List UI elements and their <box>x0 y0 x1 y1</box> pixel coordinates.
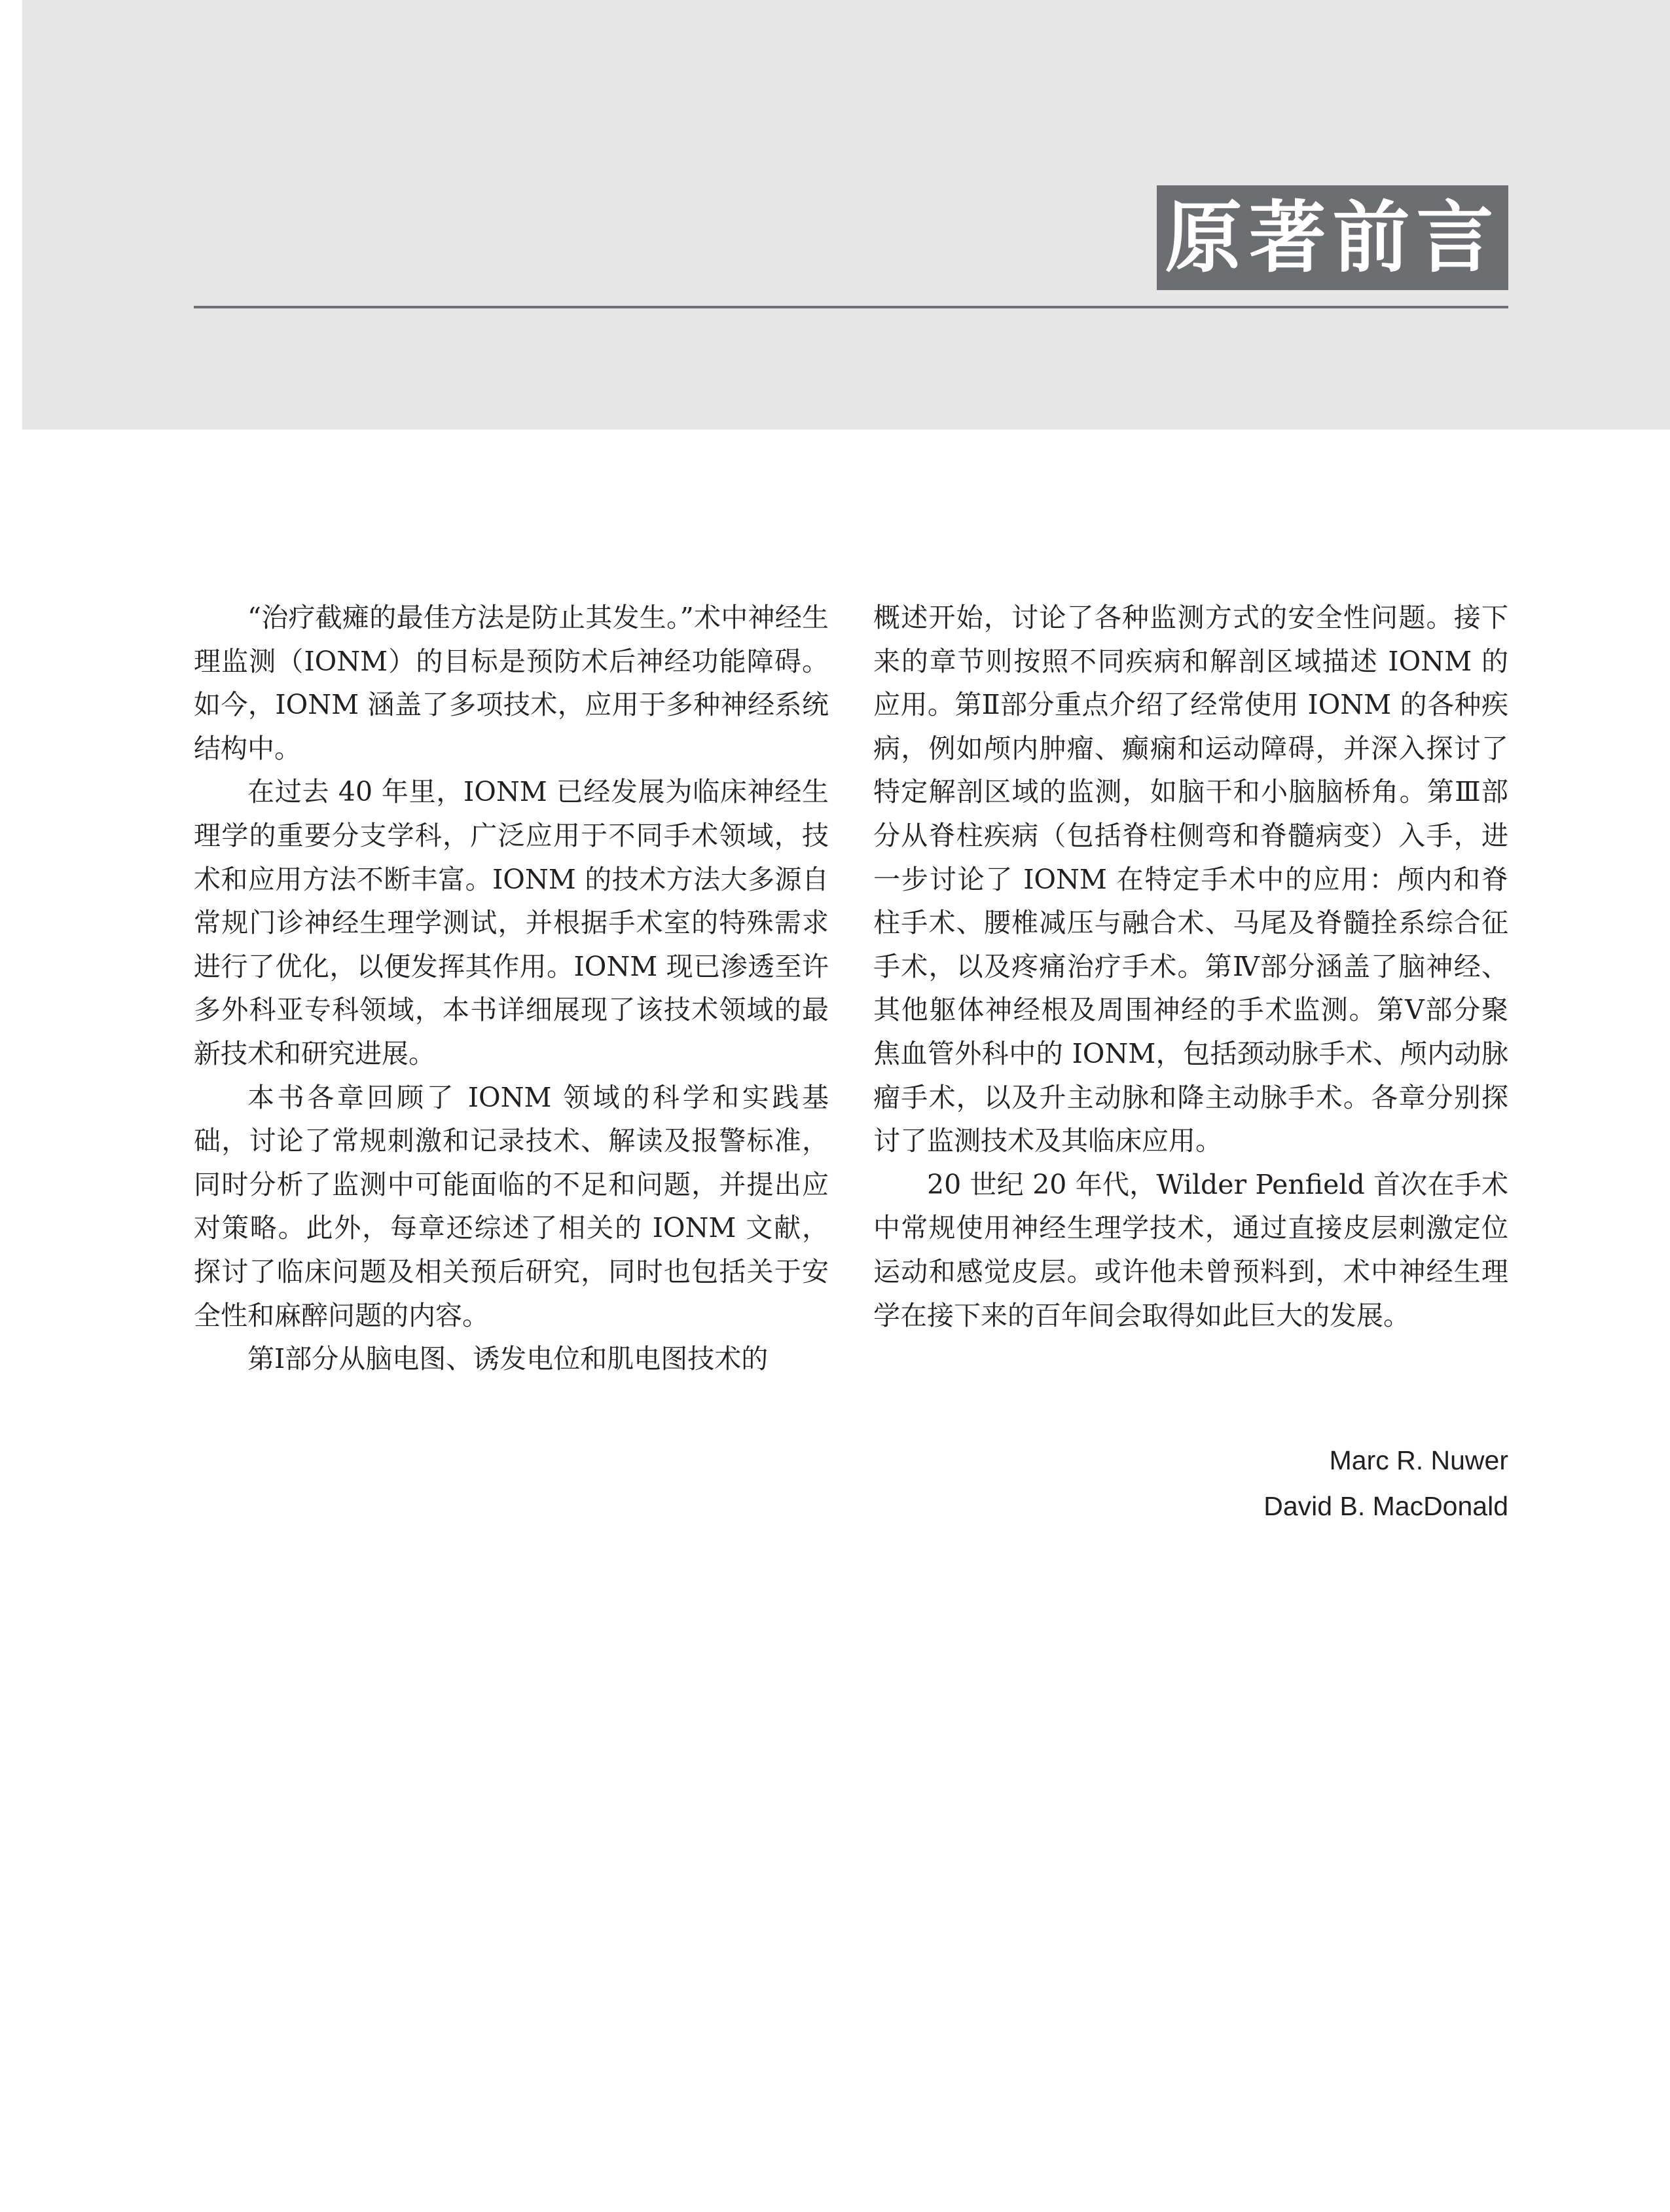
page-title: 原著前言 <box>1165 192 1500 283</box>
author-signatures <box>1113 1437 1508 1529</box>
paragraph: 20 世纪 20 年代，Wilder Penfield 首次在手术中常规使用神经生理学技术，通过直接皮层刺激定位运动和感觉皮层。或许他未曾预料到，术中神经生理学在接下来的百年间会取得如此巨大的发展。 <box>873 1168 1508 1331</box>
left-text-column <box>194 596 829 1381</box>
right-text-column <box>873 596 1508 1337</box>
header-divider <box>194 306 1508 308</box>
paragraph-continued: 概述开始，讨论了各种监测方式的安全性问题。接下来的章节则按照不同疾病和解剖区域描述 IONM 的应用。第Ⅱ部分重点介绍了经常使用 IONM 的各种疾病，例如颅内肿瘤、癫痫和运动障碍，并深入探讨了特定解剖区域的监测，如脑干和小脑脑桥角。第Ⅲ部分从脊柱疾病（包括脊柱侧弯和脊髓病变）入手，进一步讨论了 IONM 在特定手术中的应用：颅内和脊柱手术、腰椎减压与融合术、马尾及脊髓拴系综合征手术，以及疼痛治疗手术。第Ⅳ部分涵盖了脑神经、其他躯体神经根及周围神经的手术监测。第Ⅴ部分聚焦血管外科中的 IONM，包括颈动脉手术、颅内动脉瘤手术，以及升主动脉和降主动脉手术。各章分别探讨了监测技术及其临床应用。 <box>873 602 1508 1157</box>
author-name: Marc R. Nuwer <box>1329 1445 1508 1475</box>
paragraph: 在过去 40 年里，IONM 已经发展为临床神经生理学的重要分支学科，广泛应用于不同手术领域，技术和应用方法不断丰富。IONM 的技术方法大多源自常规门诊神经生理学测试，并根据手术室的特殊需求进行了优化，以便发挥其作用。IONM 现已渗透至许多外科亚专科领域，本书详细展现了该技术领域的最新技术和研究进展。 <box>194 776 829 1069</box>
title-box <box>1157 185 1508 290</box>
author-name: David B. MacDonald <box>1263 1491 1508 1521</box>
paragraph: “治疗截瘫的最佳方法是防止其发生。”术中神经生理监测（IONM）的目标是预防术后神经功能障碍。如今，IONM 涵盖了多项技术，应用于多种神经系统结构中。 <box>194 602 829 764</box>
paragraph: 本书各章回顾了 IONM 领域的科学和实践基础，讨论了常规刺激和记录技术、解读及报警标准，同时分析了监测中可能面临的不足和问题，并提出应对策略。此外，每章还综述了相关的 IONM 文献，探讨了临床问题及相关预后研究，同时也包括关于安全性和麻醉问题的内容。 <box>194 1081 829 1331</box>
paragraph: 第Ⅰ部分从脑电图、诱发电位和肌电图技术的 <box>247 1343 769 1375</box>
